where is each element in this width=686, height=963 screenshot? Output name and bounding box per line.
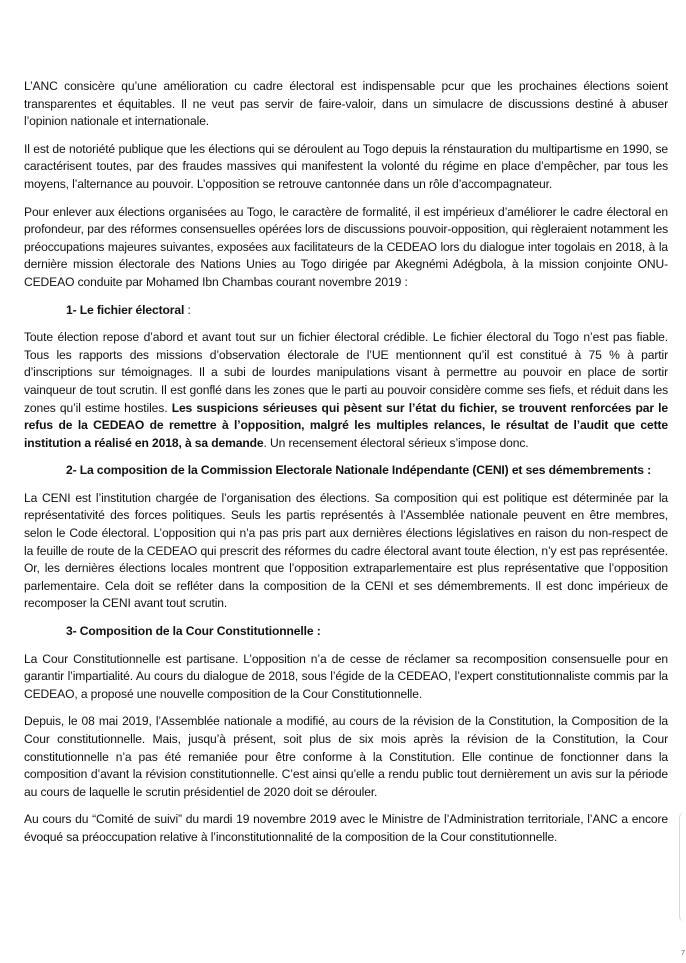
heading-fichier-electoral-title: 1- Le fichier électoral [66, 302, 185, 317]
paragraph-intro: L’ANC consicère qu’une amélioration cu cadre électoral est indispensable pcur que les prochaines élections soient transparentes et équitables. Il ne veut pas servir de faire-valoir, dans un simulacre de discussions destiné à abuser l’opinion nationale et internationale. [24, 79, 668, 129]
heading-fichier-electoral-colon: : [184, 302, 191, 317]
document-page [24, 78, 668, 857]
paragraph-fichier-bold: Les suspicions sérieuses qui pèsent sur l’état du fichier, se trouvent renforcées par le refus de la CEDEAO de remettre à l’opposition, malgré les multiples relances, le résultat de l’audit que cette institution a réalisé en 2018, à sa demande [24, 400, 668, 450]
heading-cour-constitutionnelle: 3- Composition de la Cour Constitutionnelle : [66, 624, 321, 639]
heading-ceni: 2- La composition de la Commission Electorale Nationale Indépendante (CENI) et ses démembrements : [66, 463, 652, 478]
paragraph-cour-partisane: La Cour Constitutionnelle est partisane. L’opposition n’a de cesse de réclamer sa recomposition consensuelle pour en garantir l’impartialité. Au cours du dialogue de 2018, sous l’égide de la CEDEAO, l’expert constitutionnaliste commis par la CEDEAO, a proposé une nouvelle composition de la Cour Constitutionnelle. [24, 651, 668, 701]
paragraph-fichier-text: Toute élection repose d’abord et avant tout sur un fichier électoral crédible. Le fichier électoral du Togo n’est pas fiable. Tous les rapports des missions d’observation électorale de l’UE mentionnent qu’il est constitué à 75 % à partir d’inscriptions sur témoignages. Il a subi de lourdes manipulations visant à permettre au pouvoir en place de sortir vainqueur de tout scrutin. Il est gonflé dans les zones que le parti au pouvoir considère comme ses fiefs, et réduit dans les zones qu’il estime hostiles. [24, 330, 668, 415]
page-number: 7 [681, 950, 685, 957]
paragraph-cour-revision: Depuis, le 08 mai 2019, l’Assemblée nationale a modifié, au cours de la révision de la Constitution, la Composition de la Cour constitutionnelle. Mais, jusqu’à présent, soit plus de six mois après la révision de la Constitution, la Cour constitutionnelle n’a pas été remaniée pour être conforme à la Constitution. Elle continue de fonctionner dans la composition d’avant la révision constitutionnelle. C’est ainsi qu’elle a rendu public tout dernièrement un avis sur la période au cours de laquelle le scrutin présidentiel de 2020 doit se dérouler. [24, 714, 668, 799]
paragraph-fichier-end: . Un recensement électoral sérieux s’impose donc. [263, 435, 529, 450]
heading-fichier-electoral [24, 302, 668, 320]
paragraph-comite-suivi: Au cours du “Comité de suivi” du mardi 19 novembre 2019 avec le Ministre de l’Administration territoriale, l’ANC a encore évoqué sa préoccupation relative à l’inconstitutionnalité de la composition de la Cour constitutionnelle. [24, 812, 668, 844]
paragraph-ceni: La CENI est l’institution chargée de l’organisation des élections. Sa composition qui est politique est déterminée par la représentativité des forces politiques. Seuls les partis représentés à l’Assemblée nationale peuvent en être membres, selon le Code électoral. L’opposition qui n’a pas pris part aux dernières élections législatives en raison du non-respect de la feuille de route de la CEDEAO qui prescrit des réformes du cadre électoral avant toute élection, n’y est pas représentée. Or, les dernières élections locales montrent que l’opposition extraparlementaire est plus représentative que l’opposition parlementaire. Cela doit se refléter dans la composition de la CENI et ses démembrements. Il est donc impérieux de recomposer la CENI avant tout scrutin. [24, 490, 668, 611]
paragraph-fichier-electoral [24, 329, 668, 452]
paragraph-reforms: Pour enlever aux élections organisées au Togo, le caractère de formalité, il est impérieux d’améliorer le cadre électoral en profondeur, par des réformes consensuelles opérées lors de discussions pouvoir-opposition, qui règleraient notamment les préoccupations majeures suivantes, exposées aux facilitateurs de la CEDEAO lors du dialogue inter togolais en 2018, à la dernière mission électorale des Nations Unies au Togo dirigée par Akegnémi Adégbola, à la mission conjointe ONU-CEDEAO conduite par Mohamed Ibn Chambas courant novembre 2019 : [24, 204, 668, 289]
paragraph-fraud: Il est de notoriété publique que les élections qui se déroulent au Togo depuis la rénstauration du multipartisme en 1990, se caractérisent toutes, par des fraudes massives qui manifestent la volonté du régime en place d’empêcher, par tous les moyens, l’alternance au pouvoir. L’opposition se retrouve cantonnée dans un rôle d’accompagnateur. [24, 141, 668, 191]
scroll-edge-handle[interactable] [679, 812, 686, 922]
